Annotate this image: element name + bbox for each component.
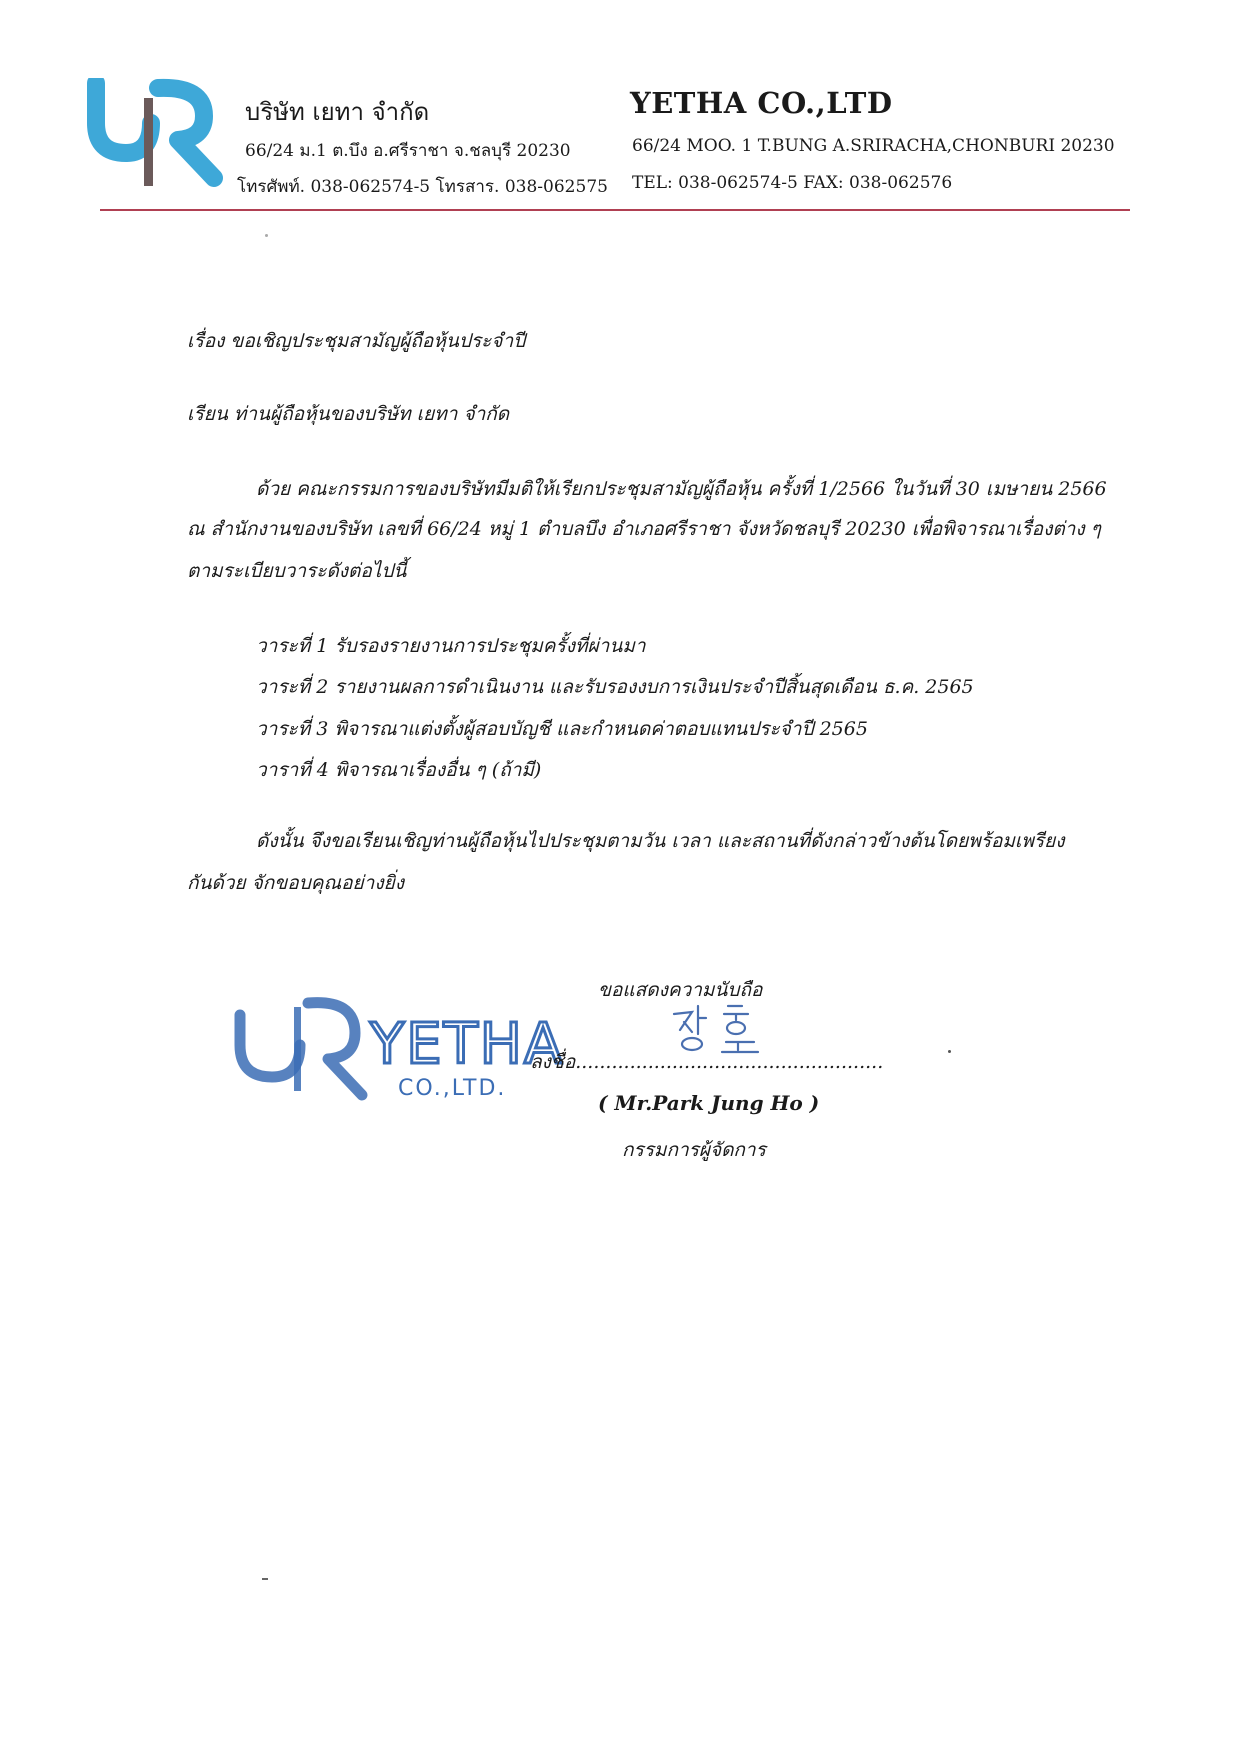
handwritten-signature [670,1000,780,1058]
scan-speck [948,1050,951,1053]
regards-text: ขอแสดงความนับถือ [598,979,763,1001]
agenda-item-3: วาระที่ 3 พิจารณาแต่งตั้งผู้สอบบัญชี และกำหนดค่าตอบแทนประจำปี 2565 [256,718,868,740]
agenda-item-1: วาระที่ 1 รับรองรายงานการประชุมครั้งที่ผ่านมา [256,635,646,657]
thai-company-name: บริษัท เยทา จำกัด [245,98,430,126]
closing-line-1: ดังนั้น จึงขอเรียนเชิญท่านผู้ถือหุ้นไปประชุมตามวัน เวลา และสถานที่ดังกล่าวข้างต้นโดยพร้อมเพรียง [256,830,1065,852]
stamp-sub-text: CO.,LTD. [398,1076,507,1101]
signature-line: ลงชื่อ................................................... [530,1051,884,1073]
agenda-item-4: วาราที่ 4 พิจารณาเรื่องอื่น ๆ (ถ้ามี) [256,759,542,781]
company-stamp [230,985,580,1105]
closing-line-2: กันด้วย จักขอบคุณอย่างยิ่ง [187,872,405,894]
letter-subject: เรื่อง ขอเชิญประชุมสามัญผู้ถือหุ้นประจำปี [187,330,526,352]
signer-position: กรรมการผู้จัดการ [622,1139,766,1161]
company-logo [86,78,226,188]
stamp-brand-text: YETHA [370,1012,565,1077]
thai-address: 66/24 ม.1 ต.บึง อ.ศรีราชา จ.ชลบุรี 20230 [245,141,571,161]
signer-name: ( Mr.Park Jung Ho ) [598,1091,820,1115]
intro-line-1: ด้วย คณะกรรมการของบริษัทมีมติให้เรียกประชุมสามัญผู้ถือหุ้น ครั้งที่ 1/2566 ในวันที่ 30 เมษายน 2566 [256,478,1107,500]
english-address: 66/24 MOO. 1 T.BUNG A.SRIRACHA,CHONBURI 20230 [632,136,1115,156]
scan-speck [262,1578,268,1580]
thai-phone-fax: โทรศัพท์. 038-062574-5 โทรสาร. 038-062575 [237,177,608,197]
letter-salutation: เรียน ท่านผู้ถือหุ้นของบริษัท เยทา จำกัด [187,403,510,425]
intro-line-3: ตามระเบียบวาระดังต่อไปนี้ [187,560,407,582]
english-company-name: YETHA CO.,LTD [630,86,893,120]
scan-speck [265,234,268,237]
intro-line-2: ณ สำนักงานของบริษัท เลขที่ 66/24 หมู่ 1 ตำบลบึง อำเภอศรีราชา จังหวัดชลบุรี 20230 เพื่อพิจารณาเรื่องต่าง ๆ [187,518,1101,540]
agenda-item-2: วาระที่ 2 รายงานผลการดำเนินงาน และรับรองงบการเงินประจำปีสิ้นสุดเดือน ธ.ค. 2565 [256,676,974,698]
letterhead-divider [100,209,1130,211]
english-phone-fax: TEL: 038-062574-5 FAX: 038-062576 [632,173,953,193]
